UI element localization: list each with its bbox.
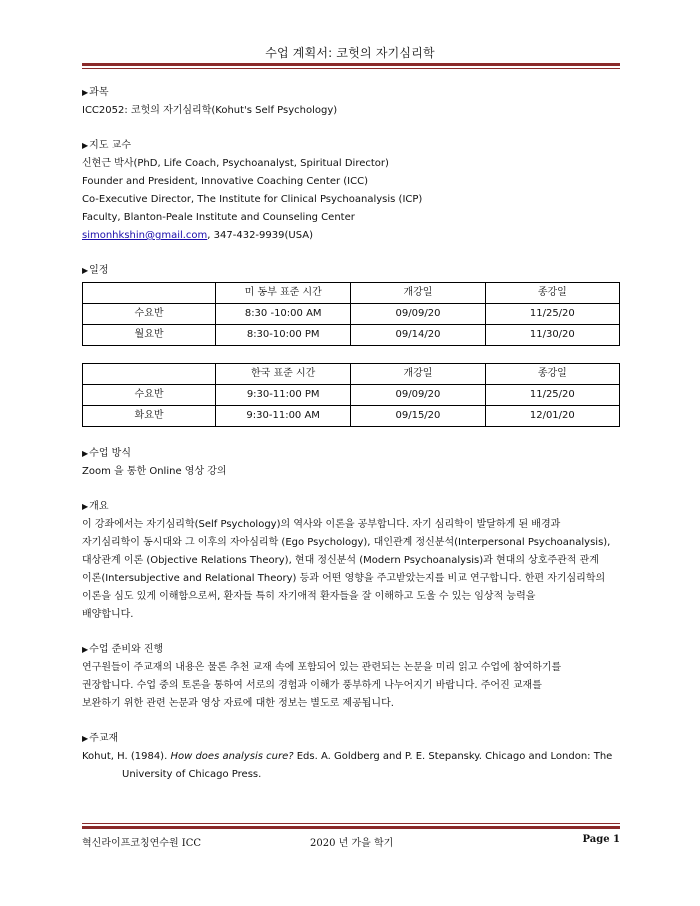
table-header-cell: 개강일 (351, 283, 485, 304)
table-row (83, 385, 620, 406)
footer-rule-thick (82, 826, 620, 829)
textbook-reference-cont: University of Chicago Press. (122, 769, 262, 780)
textbook-details: Eds. A. Goldberg and P. E. Stepansky. Chicago and London: The (293, 751, 613, 762)
preparation-heading: ▶ 수업 준비와 진행 (82, 641, 622, 659)
footer-rule-thin (82, 823, 620, 824)
table-cell: 화요반 (83, 406, 216, 427)
preparation-paragraph (82, 659, 622, 713)
page-header-title: 수업 계획서: 코헛의 자기심리학 (265, 46, 435, 60)
table-header-cell: 한국 표준 시간 (216, 364, 351, 385)
instructor-line: Faculty, Blanton-Peale Institute and Counseling Center (82, 212, 355, 223)
textbook-title: How does analysis cure? (170, 751, 294, 762)
textbook-heading: ▶ 주교재 (82, 730, 622, 748)
table-header-cell (83, 364, 216, 385)
preparation-line: 연구원들이 주교재의 내용은 물론 추천 교재 속에 포함되어 있는 관련되는 논문을 미리 읽고 수업에 참여하기를 (82, 662, 562, 673)
overview-line: 이론을 심도 있게 이해함으로써, 환자들 특히 자기애적 환자들을 잘 이해하고 도울 수 있는 임상적 능력을 (82, 591, 536, 602)
table-header-row (83, 364, 620, 385)
email-link[interactable]: simonhkshin@gmail.com (82, 230, 208, 241)
instructor-heading: ▶ 지도 교수 (82, 137, 622, 155)
table-cell: 09/14/20 (351, 325, 485, 346)
overview-line: 자기심리학이 동시대와 그 이후의 자아심리학 (Ego Psychology), 대인관계 정신분석(Interpersonal Psychoanalysis), (82, 537, 611, 548)
table-header-cell: 미 동부 표준 시간 (216, 283, 351, 304)
method-heading: ▶ 수업 방식 (82, 445, 622, 463)
instructor-line: Founder and President, Innovative Coaching Center (ICC) (82, 176, 368, 187)
table-cell: 8:30-10:00 PM (216, 325, 351, 346)
textbook-author: Kohut, H. (1984). (82, 751, 171, 762)
table-cell: 수요반 (83, 304, 216, 325)
overview-line: 이론(Intersubjective and Relational Theory) 등과 어떤 영향을 주고받았는지를 비교 연구합니다. 한편 자기심리학의 (82, 573, 606, 584)
table-cell: 11/30/20 (485, 325, 619, 346)
table-cell: 월요반 (83, 325, 216, 346)
table-header-row (83, 283, 620, 304)
table-header-cell: 종강일 (485, 364, 619, 385)
table-header-cell (83, 283, 216, 304)
overview-line: 배양합니다. (82, 609, 134, 620)
overview-paragraph (82, 516, 622, 624)
table-cell: 09/09/20 (351, 385, 485, 406)
document-body (82, 84, 622, 784)
footer-page-number: Page 1 (582, 834, 620, 845)
course-heading: ▶ 과목 (82, 84, 622, 102)
course-name: ICC2052: 코헛의 자기심리학(Kohut's Self Psychology) (82, 105, 338, 116)
table-cell: 9:30-11:00 PM (216, 385, 351, 406)
overview-heading: ▶ 개요 (82, 498, 622, 516)
table-row (83, 304, 620, 325)
instructor-line: Co-Executive Director, The Institute for Clinical Psychoanalysis (ICP) (82, 194, 423, 205)
contact-line (82, 227, 622, 245)
preparation-line: 보완하기 위한 관련 논문과 영상 자료에 대한 정보는 별도로 제공됩니다. (82, 698, 394, 709)
schedule-heading: ▶ 일정 (82, 262, 622, 280)
textbook-reference (82, 748, 622, 766)
schedule-table-eastern (82, 282, 620, 346)
table-cell: 9:30-11:00 AM (216, 406, 351, 427)
footer-institution: 혁신라이프코칭연수원 ICC (82, 838, 202, 849)
overview-line: 대상관계 이론 (Objective Relations Theory), 현대 정신분석 (Modern Psychoanalysis)과 현대의 상호주관적 관계 (82, 555, 599, 566)
method-text: Zoom 을 통한 Online 영상 강의 (82, 466, 227, 477)
footer-semester: 2020 년 가을 학기 (310, 838, 394, 849)
table-header-cell: 종강일 (485, 283, 619, 304)
table-header-cell: 개강일 (351, 364, 485, 385)
table-cell: 8:30 -10:00 AM (216, 304, 351, 325)
page-footer (82, 834, 620, 850)
schedule-table-korea (82, 363, 620, 427)
table-cell: 09/15/20 (351, 406, 485, 427)
instructor-line: 신현근 박사(PhD, Life Coach, Psychoanalyst, Spiritual Director) (82, 158, 389, 169)
table-cell: 11/25/20 (485, 304, 619, 325)
table-row (83, 325, 620, 346)
table-cell: 12/01/20 (485, 406, 619, 427)
table-row (83, 406, 620, 427)
table-cell: 수요반 (83, 385, 216, 406)
header-rule-thin (82, 68, 620, 69)
table-cell: 09/09/20 (351, 304, 485, 325)
overview-line: 이 강좌에서는 자기심리학(Self Psychology)의 역사와 이론을 공부합니다. 자기 심리학이 발달하게 된 배경과 (82, 519, 561, 530)
table-cell: 11/25/20 (485, 385, 619, 406)
header-rule-thick (82, 63, 620, 66)
preparation-line: 권장합니다. 수업 중의 토론을 통하여 서로의 경험과 이해가 풍부하게 나누어지기 바랍니다. 주어진 교재를 (82, 680, 542, 691)
phone-number: , 347-432-9939(USA) (207, 230, 313, 241)
